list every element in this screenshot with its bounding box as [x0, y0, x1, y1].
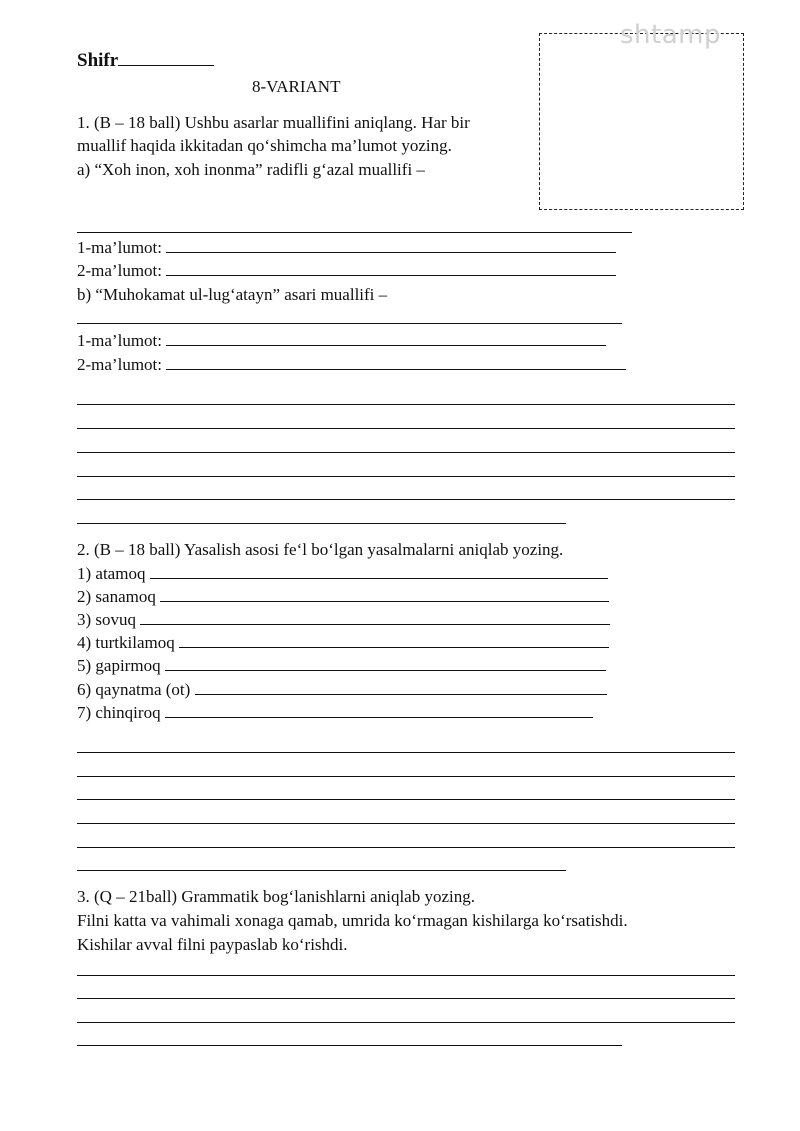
q3-sentence-1: Filni katta va vahimali xonaga qamab, umrida ko‘rmagan kishilarga ko‘rsatishdi.	[77, 911, 628, 930]
q1-writing-line[interactable]	[77, 404, 735, 405]
q3-title: 3. (Q – 21ball) Grammatik bog‘lanishlarni aniqlab yozing.	[77, 887, 475, 906]
q2-item-blank[interactable]	[165, 654, 606, 671]
q2-writing-line[interactable]	[77, 847, 735, 848]
q2-writing-line[interactable]	[77, 823, 735, 824]
q1-part-a: a) “Xoh inon, xoh inonma” radifli g‘azal muallifi –	[77, 160, 425, 179]
q1-writing-line[interactable]	[77, 452, 735, 453]
q2-item-row	[77, 631, 609, 654]
q2-item-blank[interactable]	[150, 562, 608, 579]
q3-writing-line[interactable]	[77, 975, 735, 976]
q2-item-row	[77, 608, 610, 631]
q1-title-line2: muallif haqida ikkitadan qo‘shimcha ma’lumot yozing.	[77, 136, 452, 155]
q2-title: 2. (B – 18 ball) Yasalish asosi fe‘l bo‘lgan yasalmalarni aniqlab yozing.	[77, 540, 564, 559]
q1b-answer-line[interactable]	[77, 323, 622, 324]
q2-item-blank[interactable]	[160, 585, 609, 602]
stamp-watermark: shtamp	[620, 20, 721, 50]
q1-writing-line[interactable]	[77, 523, 566, 524]
q2-item-blank[interactable]	[179, 631, 609, 648]
q1b-info2-row	[77, 353, 626, 376]
q2-writing-line[interactable]	[77, 870, 566, 871]
q2-item-label: 5) gapirmoq	[77, 656, 161, 675]
q2-item-label: 4) turtkilamoq	[77, 633, 175, 652]
q2-item-row	[77, 701, 593, 724]
q3-sentence-2: Kishilar avval filni paypaslab ko‘rishdi.	[77, 935, 348, 954]
q2-item-row	[77, 654, 606, 677]
q1a-info1-blank[interactable]	[166, 236, 616, 253]
q2-item-label: 1) atamoq	[77, 564, 146, 583]
q1b-info1-label: 1-ma’lumot:	[77, 331, 162, 350]
stamp-box	[539, 33, 744, 210]
shifr-label: Shifr	[77, 50, 119, 71]
q3-writing-line[interactable]	[77, 1022, 735, 1023]
q2-item-blank[interactable]	[195, 678, 607, 695]
q3-writing-line[interactable]	[77, 998, 735, 999]
q1a-answer-line[interactable]	[77, 232, 632, 233]
q1b-info1-row	[77, 329, 606, 352]
q2-writing-line[interactable]	[77, 776, 735, 777]
q2-item-row	[77, 562, 608, 585]
q1b-info2-label: 2-ma’lumot:	[77, 355, 162, 374]
q1a-info2-label: 2-ma’lumot:	[77, 261, 162, 280]
q2-writing-line[interactable]	[77, 799, 735, 800]
variant-title: 8-VARIANT	[252, 77, 341, 96]
q2-item-row	[77, 585, 609, 608]
shifr-blank[interactable]	[118, 49, 214, 66]
q1-title-line1: 1. (B – 18 ball) Ushbu asarlar muallifini aniqlang. Har bir	[77, 113, 470, 132]
q2-item-label: 7) chinqiroq	[77, 703, 161, 722]
q2-item-blank[interactable]	[140, 608, 610, 625]
q2-writing-line[interactable]	[77, 752, 735, 753]
q1b-info2-blank[interactable]	[166, 353, 626, 370]
q1a-info1-label: 1-ma’lumot:	[77, 238, 162, 257]
q3-writing-line[interactable]	[77, 1045, 622, 1046]
q2-item-row	[77, 678, 607, 701]
q2-item-label: 2) sanamoq	[77, 587, 156, 606]
q2-item-label: 6) qaynatma (ot)	[77, 680, 191, 699]
q1-part-b: b) “Muhokamat ul-lug‘atayn” asari muallifi –	[77, 285, 388, 304]
q2-item-blank[interactable]	[165, 701, 593, 718]
q1a-info2-row	[77, 259, 616, 282]
q1a-info2-blank[interactable]	[166, 259, 616, 276]
q1-writing-line[interactable]	[77, 428, 735, 429]
q2-item-label: 3) sovuq	[77, 610, 137, 629]
q1a-info1-row	[77, 236, 616, 259]
q1b-info1-blank[interactable]	[166, 329, 606, 346]
shifr-field	[77, 49, 214, 72]
q1-writing-line[interactable]	[77, 499, 735, 500]
q1-writing-line[interactable]	[77, 476, 735, 477]
